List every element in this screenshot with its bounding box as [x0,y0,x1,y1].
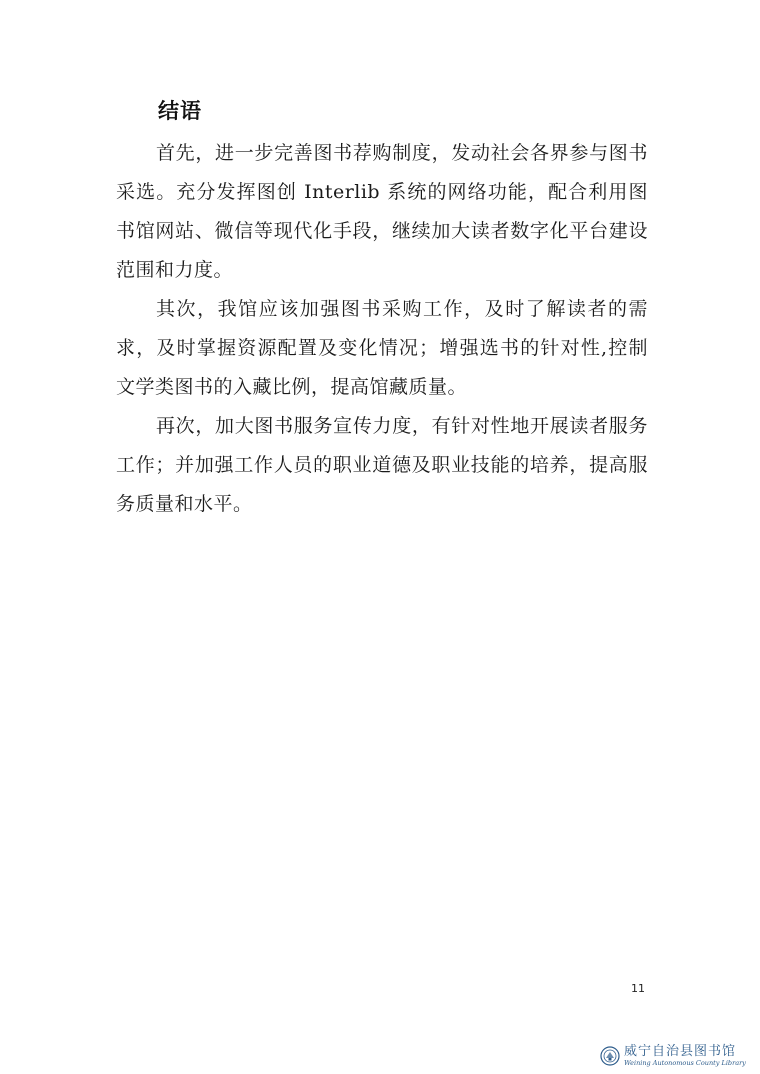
library-name-cn: 威宁自治县图书馆 [624,1044,737,1059]
paragraph-3: 再次，加大图书服务宣传力度，有针对性地开展读者服务工作；并加强工作人员的职业道德及职业技能的培养，提高服务质量和水平。 [116,415,648,515]
library-logo [600,1044,750,1070]
paragraph-2: 其次，我馆应该加强图书采购工作，及时了解读者的需求，及时掌握资源配置及变化情况；增强选书的针对性,控制文学类图书的入藏比例，提高馆藏质量。 [116,298,648,398]
paragraph-1: 首先，进一步完善图书荐购制度，发动社会各界参与图书采选。充分发挥图创 Interlib 系统的网络功能，配合利用图书馆网站、微信等现代化手段，继续加大读者数字化平台建设范围和力度。 [116,142,648,281]
section-heading: 结语 [158,99,202,123]
library-name-en: Weining Autonomous County Library [624,1059,746,1067]
library-seal-icon [600,1046,620,1066]
body-text [116,134,648,524]
page-number: 11 [631,982,645,995]
